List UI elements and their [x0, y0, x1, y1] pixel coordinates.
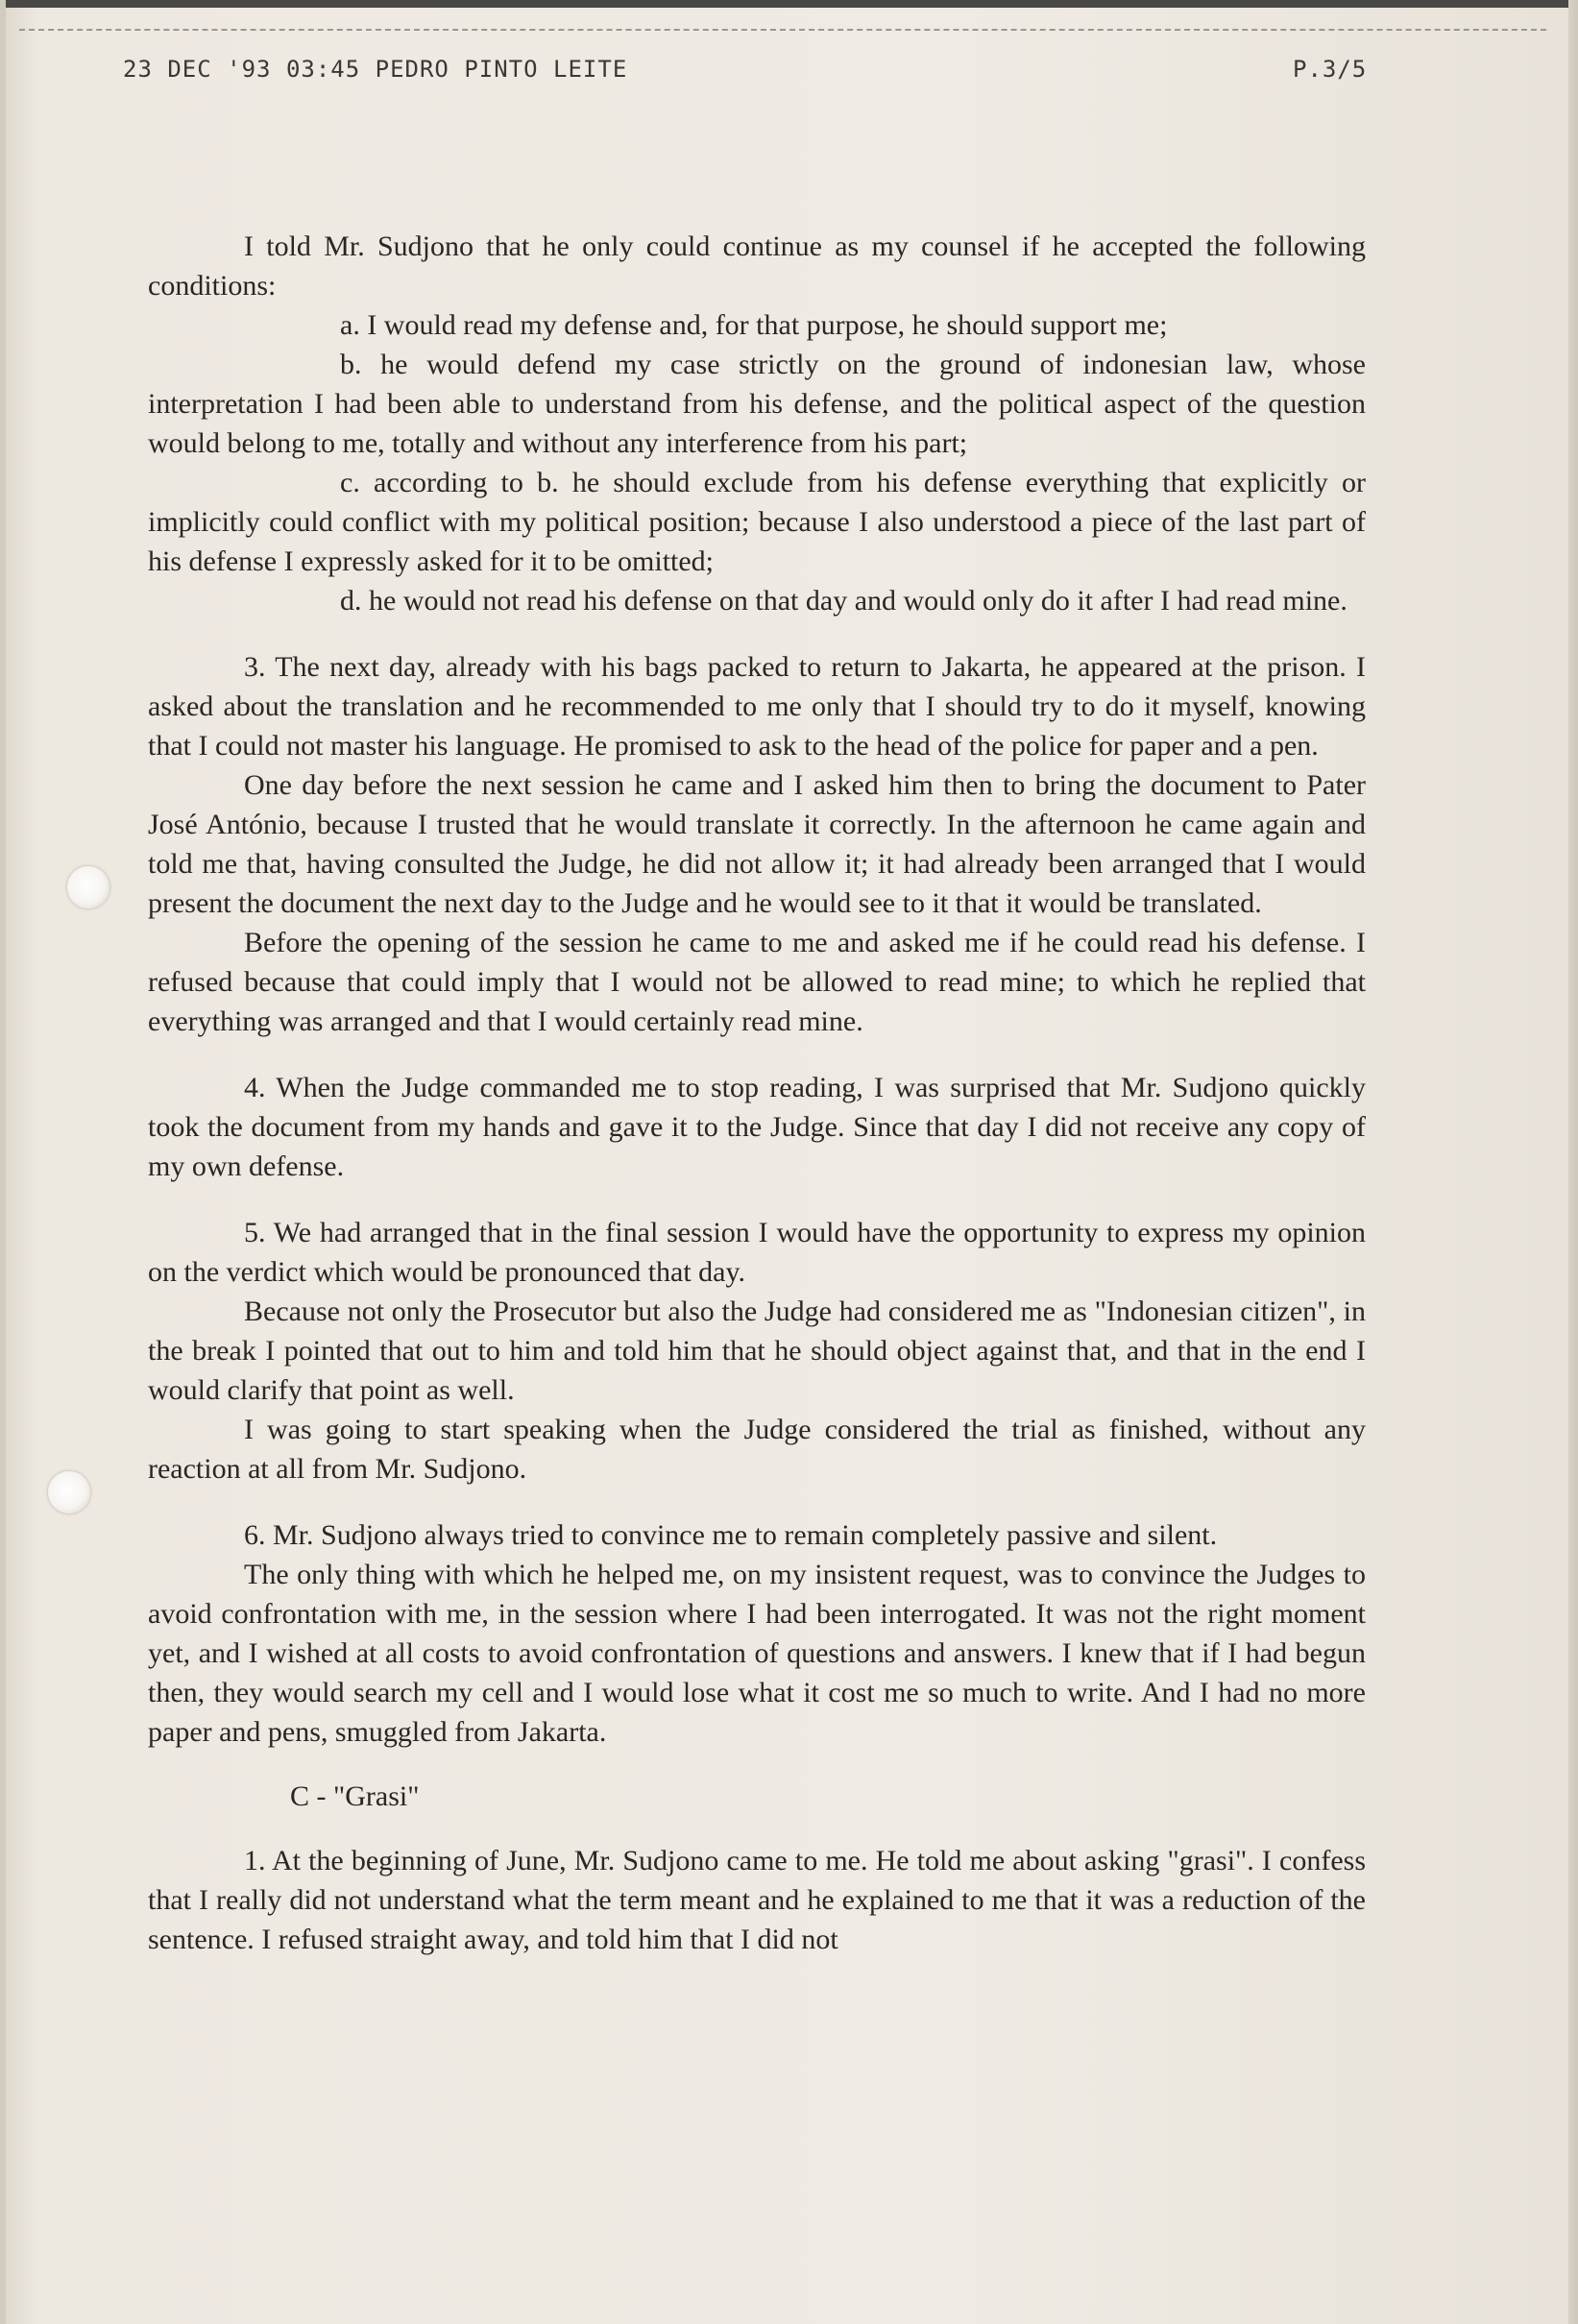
paragraph: 4. When the Judge commanded me to stop reading, I was surprised that Mr. Sudjono quickly took the document from my hands and gave it to the Judge. Since that day I did not receive any copy of my own defense.	[148, 1072, 1366, 1182]
paragraph: I was going to start speaking when the Judge considered the trial as finished, without any reaction at all from Mr. Sudjono.	[148, 1414, 1366, 1485]
fax-top-border	[0, 0, 1578, 8]
paragraph: Because not only the Prosecutor but also the Judge had considered me as "Indonesian citizen", in the break I pointed that out to him and told him that he should object against that, and that in the end I would clarify that point as well.	[148, 1295, 1366, 1406]
fax-header-page-number: P.3/5	[1293, 56, 1368, 83]
fax-dashed-line	[19, 29, 1546, 31]
paragraph: 6. Mr. Sudjono always tried to convince me to remain completely passive and silent.	[244, 1519, 1218, 1551]
paragraph: One day before the next session he came and I asked him then to bring the document to Pater José António, because I trusted that he would translate it correctly. In the afternoon he came again and told me that, having consulted the Judge, he did not allow it; it had already been arranged that I would present the document the next day to the Judge and he would see to it that it would be translated.	[148, 769, 1366, 919]
fax-header-date-sender: 23 DEC '93 03:45 PEDRO PINTO LEITE	[123, 56, 628, 83]
condition-item: c. according to b. he should exclude from his defense everything that explicitly or implicitly could conflict with my political position; because I also understood a piece of the last part of his defense I expressly asked for it to be omitted;	[148, 467, 1366, 577]
page-right-edge	[1568, 0, 1578, 2324]
condition-item: d. he would not read his defense on that day and would only do it after I had read mine.	[340, 585, 1347, 617]
section-heading: C - "Grasi"	[290, 1780, 420, 1812]
condition-item: a. I would read my defense and, for that purpose, he should support me;	[340, 309, 1168, 341]
document-body	[148, 227, 1366, 1959]
paragraph: 1. At the beginning of June, Mr. Sudjono came to me. He told me about asking "grasi". I confess that I really did not understand what the term meant and he explained to me that it was a reduction of the sentence. I refused straight away, and told him that I did not	[148, 1845, 1366, 1955]
punch-hole	[67, 866, 109, 908]
paragraph: 5. We had arranged that in the final session I would have the opportunity to express my opinion on the verdict which would be pronounced that day.	[148, 1217, 1366, 1288]
paragraph: I told Mr. Sudjono that he only could continue as my counsel if he accepted the following conditions:	[148, 230, 1366, 302]
condition-item: b. he would defend my case strictly on the ground of indonesian law, whose interpretation I had been able to understand from his defense, and the political aspect of the question would belong to me, totally and without any interference from his part;	[148, 349, 1366, 459]
page-left-edge	[0, 0, 6, 2324]
paragraph: 3. The next day, already with his bags packed to return to Jakarta, he appeared at the prison. I asked about the translation and he recommended to me only that I should try to do it myself, knowing that I could not master his language. He promised to ask to the head of the police for paper and a pen.	[148, 651, 1366, 762]
punch-hole	[48, 1471, 90, 1513]
paragraph: Before the opening of the session he came to me and asked me if he could read his defense. I refused because that could imply that I would not be allowed to read mine; to which he replied that everything was arranged and that I would certainly read mine.	[148, 927, 1366, 1037]
paragraph: The only thing with which he helped me, on my insistent request, was to convince the Judges to avoid confrontation with me, in the session where I had been interrogated. It was not the right moment yet, and I wished at all costs to avoid confrontation of questions and answers. I knew that if I had begun then, they would search my cell and I would lose what it cost me so much to write. And I had no more paper and pens, smuggled from Jakarta.	[148, 1559, 1366, 1748]
